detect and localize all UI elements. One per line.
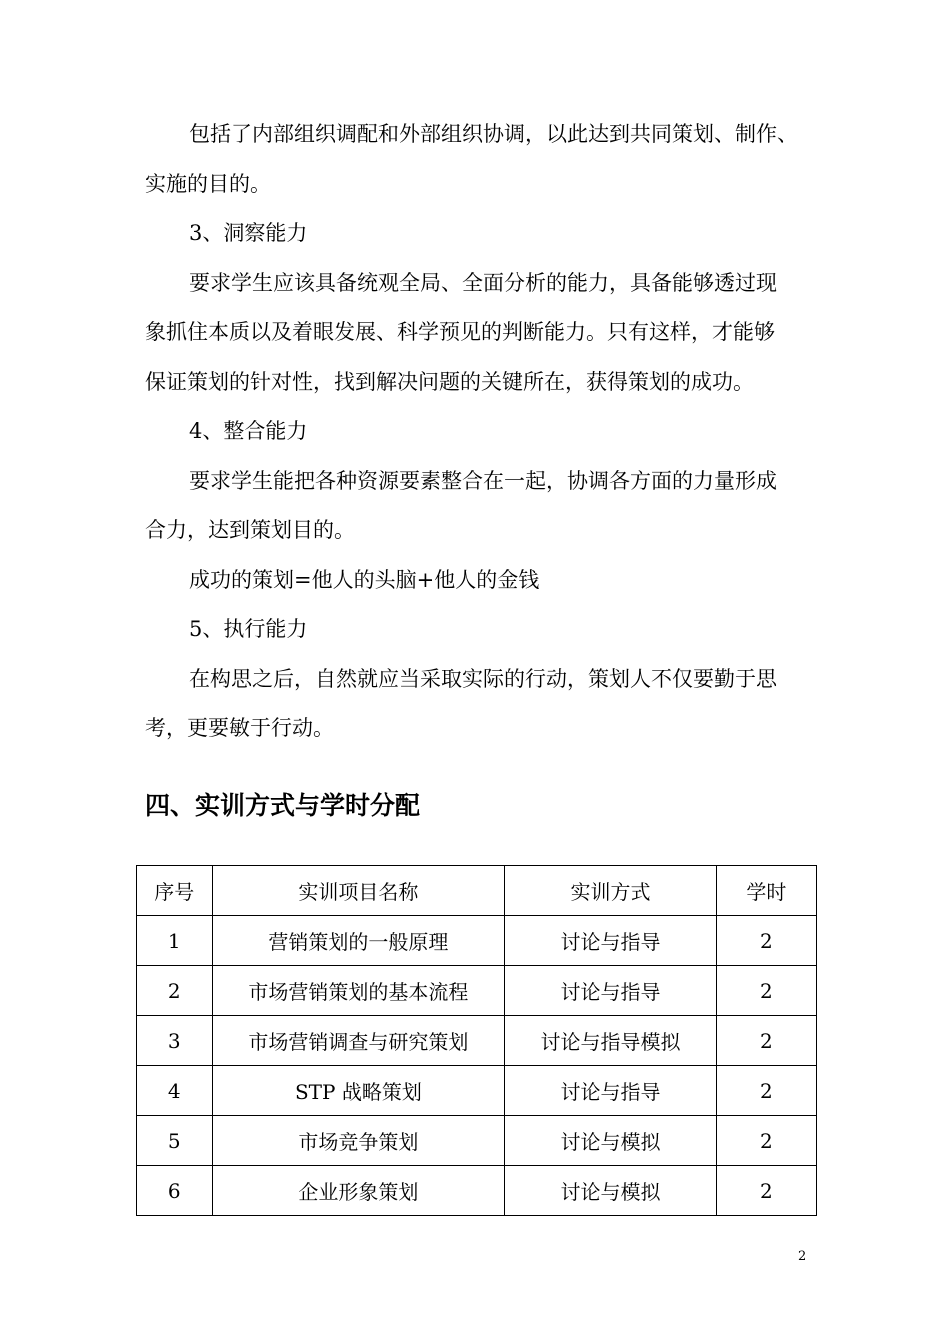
subheading-execution: 5、执行能力 xyxy=(189,617,308,641)
cell-project-name: 市场营销调查与研究策划 xyxy=(212,1016,505,1066)
paragraph-line: 要求学生能把各种资源要素整合在一起，协调各方面的力量形成 xyxy=(189,468,777,493)
cell-method: 讨论与指导 xyxy=(505,966,716,1016)
cell-hours: 2 xyxy=(716,1066,816,1116)
cell-project-name: 营销策划的一般原理 xyxy=(212,916,505,966)
table-row xyxy=(137,1116,817,1166)
paragraph-line: 要求学生应该具备统观全局、全面分析的能力，具备能够透过现 xyxy=(189,270,777,295)
cell-project-name: 企业形象策划 xyxy=(212,1166,505,1216)
table-row xyxy=(137,1166,817,1216)
cell-method: 讨论与指导 xyxy=(505,916,716,966)
subheading-integration: 4、整合能力 xyxy=(189,419,308,443)
cell-method: 讨论与模拟 xyxy=(505,1166,716,1216)
section-heading: 四、实训方式与学时分配 xyxy=(145,791,421,820)
header-method: 实训方式 xyxy=(505,866,716,916)
table-header-row xyxy=(137,866,817,916)
cell-method: 讨论与模拟 xyxy=(505,1116,716,1166)
table-row xyxy=(137,1016,817,1066)
cell-index: 5 xyxy=(137,1116,213,1166)
cell-hours: 2 xyxy=(716,1016,816,1066)
cell-method: 讨论与指导 xyxy=(505,1066,716,1116)
paragraph-line: 保证策划的针对性，找到解决问题的关键所在，获得策划的成功。 xyxy=(145,369,754,394)
table-row xyxy=(137,1066,817,1116)
cell-method: 讨论与指导模拟 xyxy=(505,1016,716,1066)
cell-index: 1 xyxy=(137,916,213,966)
cell-project-name: 市场营销策划的基本流程 xyxy=(212,966,505,1016)
header-index: 序号 xyxy=(137,866,213,916)
paragraph-line: 合力，达到策划目的。 xyxy=(145,518,355,542)
cell-index: 2 xyxy=(137,966,213,1016)
cell-index: 4 xyxy=(137,1066,213,1116)
cell-hours: 2 xyxy=(716,1116,816,1166)
paragraph-line: 考，更要敏于行动。 xyxy=(145,716,334,740)
cell-index: 3 xyxy=(137,1016,213,1066)
cell-hours: 2 xyxy=(716,1166,816,1216)
table-row xyxy=(137,966,817,1016)
table-row xyxy=(137,916,817,966)
training-schedule-table xyxy=(136,865,817,1216)
paragraph-line: 包括了内部组织调配和外部组织协调，以此达到共同策划、制作、 xyxy=(189,122,798,146)
cell-project-name: 市场竞争策划 xyxy=(212,1116,505,1166)
cell-hours: 2 xyxy=(716,966,816,1016)
paragraph-line: 象抓住本质以及着眼发展、科学预见的判断能力。只有这样，才能够 xyxy=(145,320,775,344)
cell-project-name: STP 战略策划 xyxy=(212,1066,505,1116)
page-number: 2 xyxy=(798,1249,807,1264)
paragraph-line: 在构思之后，自然就应当采取实际的行动，策划人不仅要勤于思 xyxy=(189,666,777,691)
subheading-insight: 3、洞察能力 xyxy=(189,221,308,245)
body-text xyxy=(145,110,810,754)
header-project-name: 实训项目名称 xyxy=(212,866,505,916)
cell-hours: 2 xyxy=(716,916,816,966)
paragraph-line: 成功的策划=他人的头脑+他人的金钱 xyxy=(189,567,540,592)
header-hours: 学时 xyxy=(716,866,816,916)
paragraph-line: 实施的目的。 xyxy=(145,171,271,196)
cell-index: 6 xyxy=(137,1166,213,1216)
